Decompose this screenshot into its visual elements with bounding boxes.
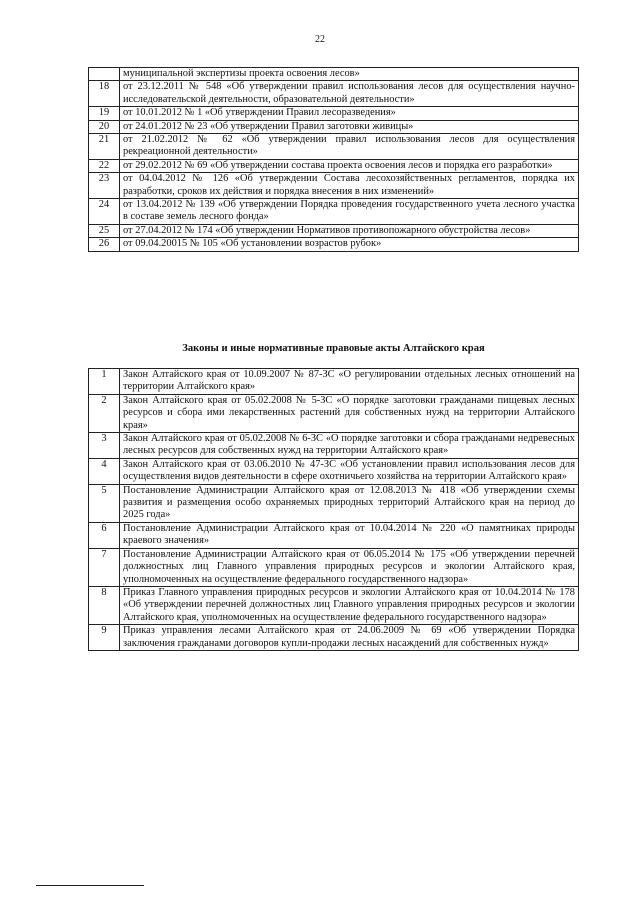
row-number: 21	[89, 134, 120, 160]
row-text: от 27.04.2012 № 174 «Об утверждении Нормативов противопожарного обустройства лесов»	[120, 224, 579, 237]
row-number	[89, 68, 120, 81]
row-number: 5	[89, 484, 120, 522]
table-row	[89, 81, 579, 107]
table-row	[89, 369, 579, 395]
table-row	[89, 224, 579, 237]
regional-acts-table	[88, 368, 579, 651]
row-number: 26	[89, 238, 120, 251]
row-text: Закон Алтайского края от 05.02.2008 № 5-ЗС «О порядке заготовки гражданами пищевых лесных ресурсов и сбора ими лекарственных растений для собственных нужд на территории Алтайского края»	[120, 394, 579, 432]
row-number: 18	[89, 81, 120, 107]
row-number: 22	[89, 159, 120, 172]
row-text: Постановление Администрации Алтайского края от 12.08.2013 № 418 «Об утверждении схемы развития и размещения особо охраняемых природных территорий Алтайского края на период до 2025 года»	[120, 484, 579, 522]
row-number: 2	[89, 394, 120, 432]
table-row	[89, 522, 579, 548]
row-text: от 29.02.2012 № 69 «Об утверждении состава проекта освоения лесов и порядка его разработки»	[120, 159, 579, 172]
row-text: от 04.04.2012 № 126 «Об утверждении Состава лесохозяйственных регламентов, порядка их разработки, сроков их действия и порядка внесения в них изменений»	[120, 173, 579, 199]
row-text: от 13.04.2012 № 139 «Об утверждении Порядка проведения государственного учета лесного участка в составе земель лесного фонда»	[120, 199, 579, 225]
table-row	[89, 484, 579, 522]
row-text: от 23.12.2011 № 548 «Об утверждении правил использования лесов для осуществления научно-исследовательской деятельности, образовательной деятельности»	[120, 81, 579, 107]
row-number: 25	[89, 224, 120, 237]
row-number: 6	[89, 522, 120, 548]
table-row	[89, 548, 579, 586]
row-text: муниципальной экспертизы проекта освоения лесов»	[120, 68, 579, 81]
table-row	[89, 586, 579, 624]
row-text: Приказ Главного управления природных ресурсов и экологии Алтайского края от 10.04.2014 № 178 «Об утверждении перечней должностных лиц Главного управления природных ресурсов и экологии Алтайского края, уполномоченных на осуществление федерального государственного надзора»	[120, 586, 579, 624]
table-row	[89, 173, 579, 199]
table-row	[89, 120, 579, 133]
table-row	[89, 68, 579, 81]
row-text: от 10.01.2012 № 1 «Об утверждении Правил лесоразведения»	[120, 107, 579, 120]
row-number: 8	[89, 586, 120, 624]
row-number: 4	[89, 458, 120, 484]
row-text: Приказ управления лесами Алтайского края от 24.06.2009 № 69 «Об утверждении Порядка заключения гражданами договоров купли-продажи лесных насаждений для собственных нужд»	[120, 625, 579, 651]
row-text: от 24.01.2012 № 23 «Об утверждении Правил заготовки живицы»	[120, 120, 579, 133]
row-number: 23	[89, 173, 120, 199]
table-row	[89, 107, 579, 120]
row-text: от 09.04.20015 № 105 «Об установлении возрастов рубок»	[120, 238, 579, 251]
row-text: Закон Алтайского края от 10.09.2007 № 87-ЗС «О регулировании отдельных лесных отношений на территории Алтайского края»	[120, 369, 579, 395]
table-row	[89, 625, 579, 651]
table-row	[89, 159, 579, 172]
row-number: 20	[89, 120, 120, 133]
row-number: 1	[89, 369, 120, 395]
row-text: Закон Алтайского края от 03.06.2010 № 47-ЗС «Об установлении правил использования лесов для осуществления видов деятельности в сфере охотничьего хозяйства на территории Алтайского края»	[120, 458, 579, 484]
table-row	[89, 134, 579, 160]
table-row	[89, 199, 579, 225]
row-text: Постановление Администрации Алтайского края от 10.04.2014 № 220 «О памятниках природы краевого значения»	[120, 522, 579, 548]
row-text: Закон Алтайского края от 05.02.2008 № 6-ЗС «О порядке заготовки и сбора гражданами недревесных лесных ресурсов для собственных нужд на территории Алтайского края»	[120, 433, 579, 459]
row-number: 19	[89, 107, 120, 120]
row-number: 9	[89, 625, 120, 651]
federal-acts-table	[88, 67, 579, 252]
table-row	[89, 433, 579, 459]
footnote-rule	[36, 885, 144, 886]
row-number: 7	[89, 548, 120, 586]
section-heading: Законы и иные нормативные правовые акты Алтайского края	[182, 343, 485, 354]
row-number: 24	[89, 199, 120, 225]
page-number: 22	[315, 34, 325, 45]
row-text: Постановление Администрации Алтайского края от 06.05.2014 № 175 «Об утверждении перечней должностных лиц Главного управления природных ресурсов и экологии Алтайского края, уполномоченных на осуществление федерального государственного надзора»	[120, 548, 579, 586]
row-text: от 21.02.2012 № 62 «Об утверждении правил использования лесов для осуществления рекреационной деятельности»	[120, 134, 579, 160]
table-row	[89, 394, 579, 432]
table-row	[89, 458, 579, 484]
row-number: 3	[89, 433, 120, 459]
table-row	[89, 238, 579, 251]
